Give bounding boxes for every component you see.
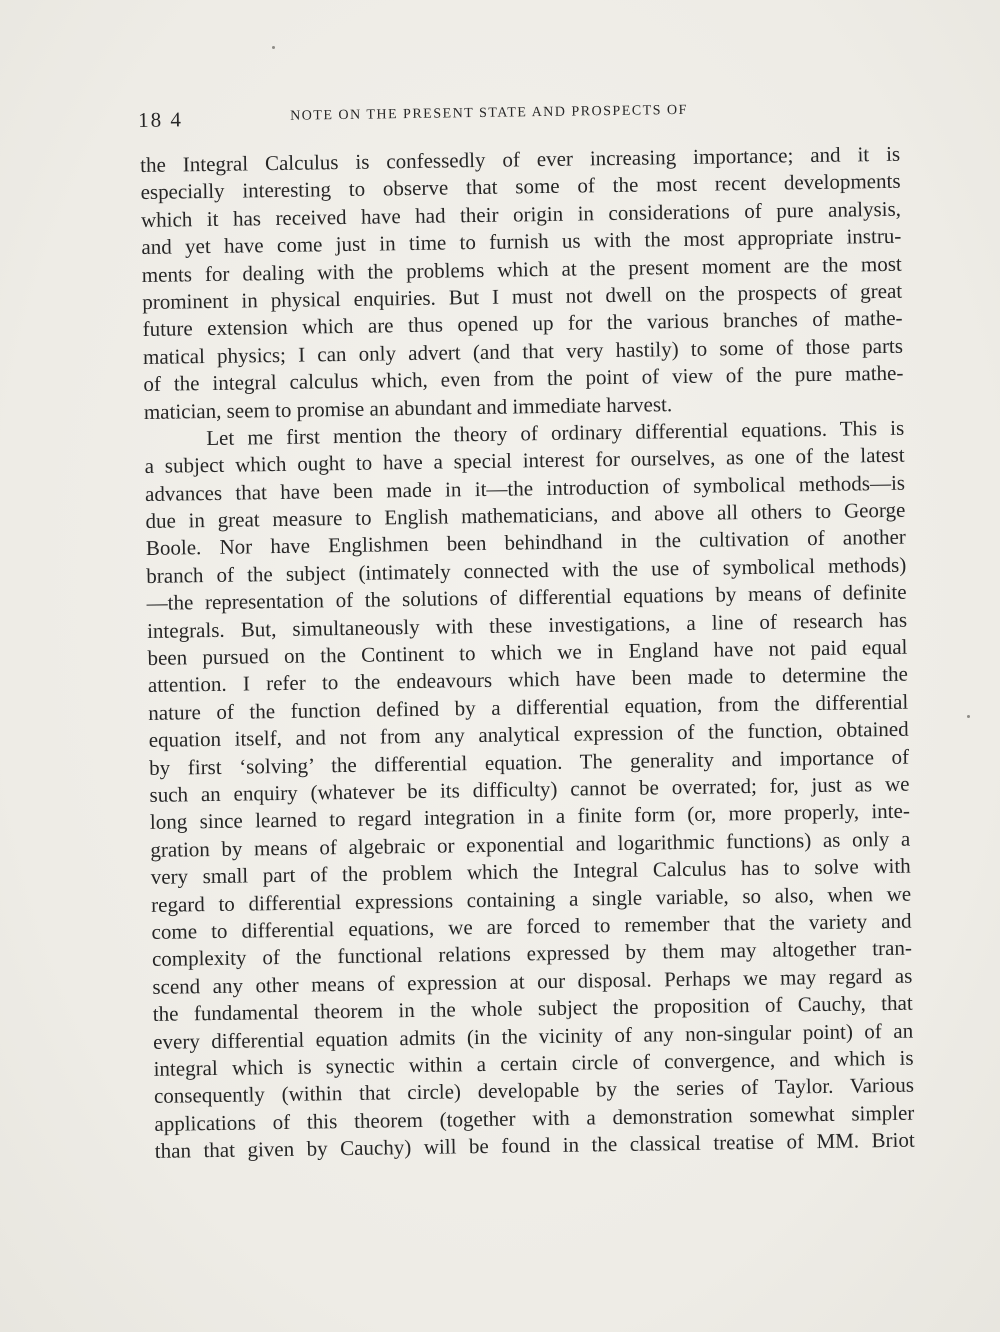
text-line: a subject which ought to have a special interest for ourselves, as one of the latest — [144, 442, 905, 479]
text-line: prominent in physical enquiries. But I must not dwell on the prospects of great — [142, 278, 903, 314]
text-line: regard to differential expressions containing a single variable, so also, when we — [150, 881, 912, 917]
text-line: than that given by Cauchy) will be found in the classical treatise of MM. Briot — [154, 1127, 915, 1163]
text-line: —the representation of the solutions of differential equations by means of definite — [146, 579, 907, 616]
paragraph-2 — [144, 415, 915, 1166]
text-line: branch of the subject (intimately connected with the use of symbolical methods) — [146, 552, 907, 588]
text-line: integrals. But, simultaneously with these investigations, a line of research has — [146, 607, 908, 643]
text-line: the Integral Calculus is confessedly of ever increasing importance; and it is — [140, 141, 901, 177]
text-line: consequently (within that circle) developable by the series of Taylor. Various — [153, 1072, 915, 1109]
text-line: advances that have been made in it—the introduction of symbolical methods—is — [144, 470, 906, 506]
text-line: very small part of the problem which the Integral Calculus has to solve with — [150, 853, 911, 890]
text-line: future extension which are thus opened up for the various branches of mathe- — [142, 306, 903, 342]
text-line: due in great measure to English mathematicians, and above all others to George — [145, 497, 906, 534]
running-head: NOTE ON THE PRESENT STATE AND PROSPECTS OF — [290, 102, 689, 124]
text-line: complexity of the functional relations expressed by them may altogether tran- — [151, 935, 913, 972]
text-line: especially interesting to observe that some of the most recent developments — [140, 169, 901, 205]
text-line: applications of this theorem (together with a demonstration somewhat simpler — [154, 1100, 915, 1136]
body-text — [140, 141, 915, 1166]
paper-speck — [272, 46, 275, 49]
text-line: Boole. Nor have Englishmen been behindhand in the cultivation of another — [145, 525, 906, 561]
text-line: and yet have come just in time to furnish us with the most appropriate instru- — [141, 223, 902, 260]
text-line: equation itself, and not from any analytical expression of the function, obtained — [148, 716, 909, 753]
text-line: every differential equation admits (in the vicinity of any non-singular point) of an — [153, 1018, 914, 1054]
text-line: the fundamental theorem in the whole subject the proposition of Cauchy, that — [152, 990, 913, 1027]
page-header — [138, 99, 778, 136]
text-line: such an enquiry (whatever be its difficulty) cannot be overrated; for, just as we — [149, 771, 910, 807]
text-line: ments for dealing with the problems which at the present moment are the most — [141, 251, 902, 287]
text-line: matician, seem to promise an abundant and immediate harvest. — [143, 391, 673, 424]
text-line: Let me first mention the theory of ordinary differential equations. This is — [206, 415, 905, 450]
text-line: of the integral calculus which, even from the point of view of the pure mathe- — [143, 360, 904, 397]
text-line: gration by means of algebraic or exponential and logarithmic functions) as only a — [150, 826, 911, 862]
text-line: integral which is synectic within a certain circle of convergence, and which is — [153, 1045, 914, 1081]
text-line: matical physics; I can only advert (and that very hastily) to some of those parts — [142, 333, 904, 369]
text-line: which it has received have had their origin in considerations of pure analysis, — [140, 196, 902, 232]
text-line: long since learned to regard integration in a finite form (or, more properly, inte- — [149, 799, 911, 835]
text-line: by first ‘solving’ the differential equation. The generality and importance of — [148, 744, 910, 780]
text-line: nature of the function defined by a differential equation, from the differential — [148, 689, 909, 725]
text-line: attention. I refer to the endeavours which have been made to determine the — [147, 662, 909, 698]
text-line: been pursued on the Continent to which we in England have not paid equal — [147, 634, 908, 670]
paragraph-1 — [140, 141, 904, 426]
page-number: 18 4 — [138, 107, 184, 132]
paper-speck — [967, 715, 970, 718]
text-line: come to differential equations, we are forced to remember that the variety and — [151, 908, 912, 944]
text-line: scend any other means of expression at our disposal. Perhaps we may regard as — [152, 963, 913, 999]
